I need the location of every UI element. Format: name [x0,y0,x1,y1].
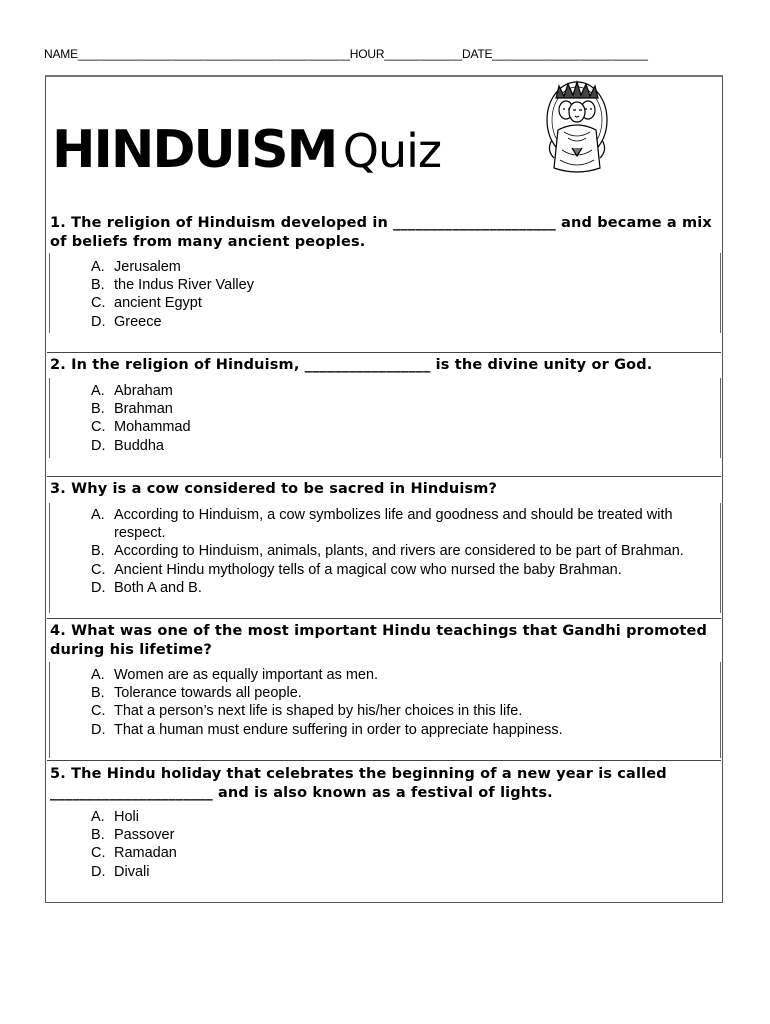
question-1-options [91,258,254,331]
option-b[interactable]: B. the Indus River Valley [91,277,254,294]
option-c[interactable]: C. Mohammad [91,419,191,436]
option-b[interactable]: B. Brahman [91,401,173,418]
right-rule [720,503,721,613]
question-2-options [91,382,191,455]
option-a[interactable]: A. Women are as equally important as men. [91,667,379,683]
option-a[interactable]: A. Holi [91,809,139,825]
option-c[interactable]: C. Ramadan [91,845,177,862]
option-d[interactable]: D. Both A and B. [91,579,202,596]
option-b[interactable]: B. Passover [91,827,175,844]
option-d[interactable]: D. Buddha [91,437,164,454]
divider [47,618,721,619]
left-rule [49,253,50,333]
option-a[interactable]: A. Abraham [91,383,173,399]
question-4-options [91,666,563,739]
option-c[interactable]: C. ancient Egypt [91,295,202,312]
title-sub: Quiz [342,124,442,178]
divider [47,476,721,477]
question-5-text: 5. The Hindu holiday that celebrates the beginning of a new year is called ______________________ and is also known as a festival of lights. [50,766,667,801]
divider [47,352,721,353]
option-c[interactable]: C. That a person’s next life is shaped by his/her choices in this life. [91,703,523,720]
left-rule [49,503,50,613]
right-rule [720,378,721,458]
option-d[interactable]: D. That a human must endure suffering in order to appreciate happiness. [91,721,563,738]
divider [47,760,721,761]
option-b[interactable]: B. Tolerance towards all people. [91,685,302,702]
left-rule [49,378,50,458]
option-a[interactable]: A. Jerusalem [91,259,181,275]
option-a[interactable]: A. According to Hinduism, a cow symbolizes life and goodness and should be treated with respect. [91,507,673,542]
option-b[interactable]: B. According to Hinduism, animals, plants, and rivers are considered to be part of Brahman. [91,543,684,560]
left-rule [49,662,50,758]
question-4-text: 4. What was one of the most important Hindu teachings that Gandhi promoted during his lifetime? [50,623,708,658]
page-title [52,120,441,180]
title-main: HINDUISM [52,120,337,180]
option-c[interactable]: C. Ancient Hindu mythology tells of a magical cow who nursed the baby Brahman. [91,561,622,578]
right-rule [720,662,721,758]
question-1-text: 1. The religion of Hinduism developed in ______________________ and became a mix of beliefs from many ancient peoples. [50,215,712,250]
name-hour-date-line: NAME__________________________________________HOUR____________DATE________________________ [44,47,648,61]
question-2-text: 2. In the religion of Hinduism, _________________ is the divine unity or God. [50,357,653,373]
brahma-illustration-icon [542,80,612,180]
question-5-options [91,808,177,881]
option-d[interactable]: D. Greece [91,313,162,330]
question-3-text: 3. Why is a cow considered to be sacred in Hinduism? [50,481,498,497]
option-d[interactable]: D. Divali [91,863,150,880]
question-3-options [91,506,711,597]
right-rule [720,253,721,333]
